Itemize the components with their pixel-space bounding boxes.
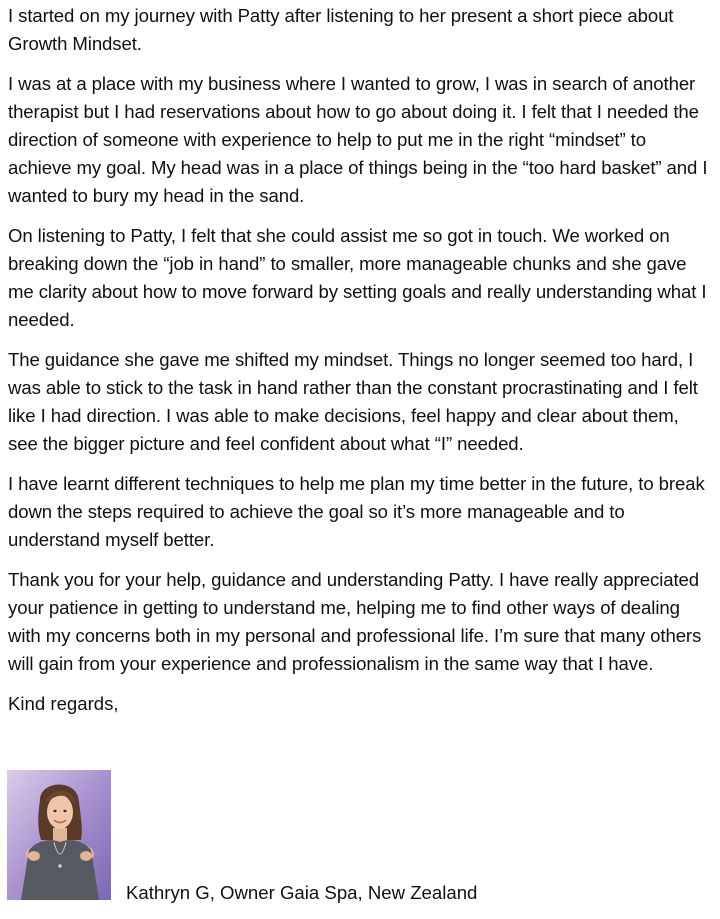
author-photo [7,770,111,900]
letter-paragraph-2: I was at a place with my business where I wanted to grow, I was in search of another therapist but I had reservations about how to go about doing it. I felt that I needed the direction of someone with experience to help to put me in the right “mindset” to achieve my goal. My head was in a place of things being in the “too hard basket” and I wanted to bury my head in the sand. [8,73,708,206]
letter-paragraph-5: I have learnt different techniques to help me plan my time better in the future, to break down the steps required to achieve the goal so it’s more manageable and to understand myself better. [8,473,705,550]
letter-paragraph-6: Thank you for your help, guidance and understanding Patty. I have really appreciated your patience in getting to understand me, helping me to find other ways of dealing with my concerns both in my personal and professional life. I’m sure that many others will gain from your experience and professionalism in the same way that I have. [8,569,702,674]
letter-paragraph-1: I started on my journey with Patty after listening to her present a short piece about Growth Mindset. [8,5,674,54]
letter-signoff: Kind regards, [8,693,119,714]
testimonial-letter [8,2,708,718]
letter-paragraph-4: The guidance she gave me shifted my mindset. Things no longer seemed too hard, I was able to stick to the task in hand rather than the constant procrastinating and I felt like I had direction. I was able to make decisions, feel happy and clear about them, see the bigger picture and feel confident about what “I” needed. [8,349,698,454]
portrait-image [7,770,111,900]
letter-paragraph-3: On listening to Patty, I felt that she could assist me so got in touch. We worked on breaking down the “job in hand” to smaller, more manageable chunks and she gave me clarity about how to move forward by setting goals and really understanding what I needed. [8,225,707,330]
author-signature: Kathryn G, Owner Gaia Spa, New Zealand [126,882,478,903]
